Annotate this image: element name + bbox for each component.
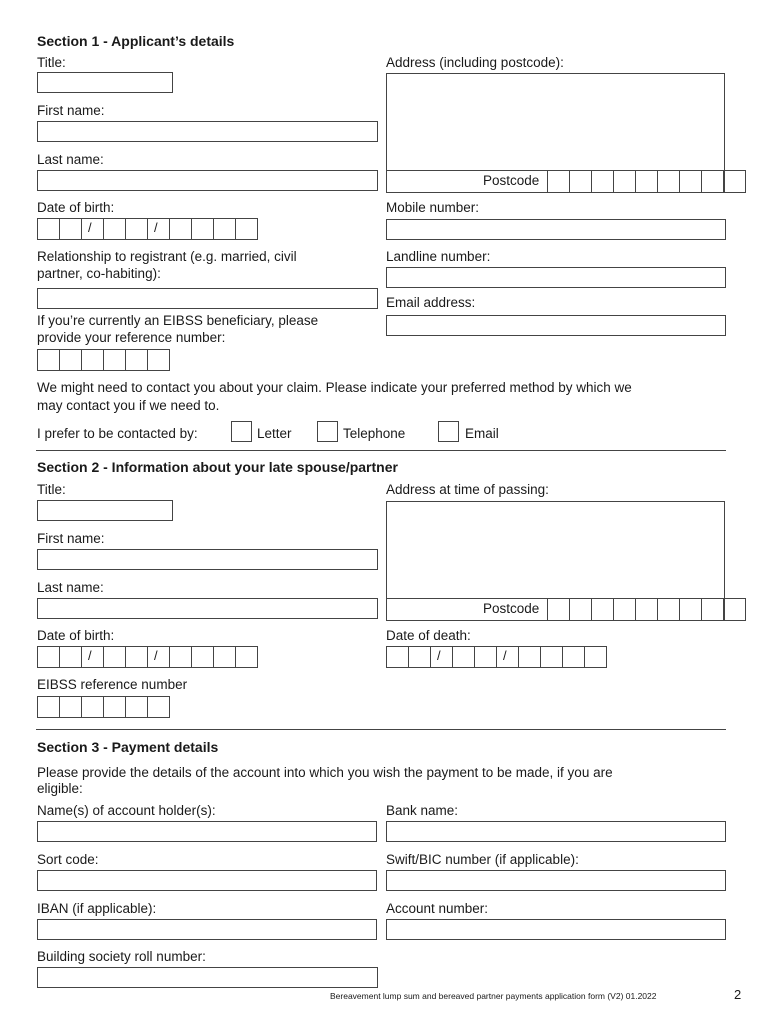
spouse-eibss-ref-input[interactable] (37, 696, 170, 718)
payment-intro-line2: eligible: (37, 781, 83, 796)
letter-checkbox[interactable] (231, 421, 252, 442)
postcode-cell[interactable] (592, 599, 614, 620)
telephone-checkbox[interactable] (317, 421, 338, 442)
postcode-cell[interactable] (724, 171, 746, 192)
date-cell[interactable] (170, 219, 192, 239)
ref-cell[interactable] (126, 697, 148, 717)
date-separator: / (88, 220, 92, 235)
ref-cell[interactable] (38, 697, 60, 717)
date-separator: / (503, 648, 507, 663)
postcode-cell[interactable] (724, 599, 746, 620)
relationship-label-line1: Relationship to registrant (e.g. married, civil (37, 249, 297, 264)
date-cell[interactable] (192, 647, 214, 667)
date-cell[interactable] (236, 647, 258, 667)
spouse-eibss-ref-label: EIBSS reference number (37, 677, 188, 692)
footer-text: Bereavement lump sum and bereaved partner payments application form (V2) 01.2022 (330, 991, 657, 1001)
landline-input[interactable] (386, 267, 726, 288)
dob-input[interactable] (37, 218, 258, 240)
date-cell[interactable] (38, 647, 60, 667)
eibss-reference-input[interactable] (37, 349, 170, 371)
mobile-label: Mobile number: (386, 200, 480, 215)
date-cell[interactable] (431, 647, 453, 667)
account-number-label: Account number: (386, 901, 489, 916)
dod-label: Date of death: (386, 628, 471, 643)
first-name-label: First name: (37, 103, 105, 118)
section1-heading: Section 1 - Applicant’s details (37, 33, 235, 49)
date-separator: / (88, 648, 92, 663)
date-cell[interactable] (541, 647, 563, 667)
date-cell[interactable] (148, 219, 170, 239)
dob-label: Date of birth: (37, 200, 115, 215)
postcode-cell[interactable] (658, 171, 680, 192)
dod-input[interactable] (386, 646, 607, 668)
ref-cell[interactable] (82, 697, 104, 717)
date-separator: / (154, 648, 158, 663)
letter-option-label: Letter (257, 426, 292, 441)
date-cell[interactable] (453, 647, 475, 667)
date-cell[interactable] (104, 647, 126, 667)
page-number: 2 (734, 987, 742, 1002)
sort-code-input[interactable] (37, 870, 377, 891)
ref-cell[interactable] (104, 350, 126, 370)
first-name-input[interactable] (37, 121, 378, 142)
date-cell[interactable] (38, 219, 60, 239)
date-cell[interactable] (475, 647, 497, 667)
date-cell[interactable] (60, 647, 82, 667)
date-cell[interactable] (585, 647, 607, 667)
swift-input[interactable] (386, 870, 726, 891)
date-cell[interactable] (192, 219, 214, 239)
email-checkbox[interactable] (438, 421, 459, 442)
section2-heading: Section 2 - Information about your late spouse/partner (37, 459, 398, 475)
ref-cell[interactable] (60, 350, 82, 370)
spouse-dob-input[interactable] (37, 646, 258, 668)
date-cell[interactable] (148, 647, 170, 667)
date-cell[interactable] (60, 219, 82, 239)
last-name-input[interactable] (37, 170, 378, 191)
postcode-cell[interactable] (548, 599, 570, 620)
spouse-dob-label: Date of birth: (37, 628, 115, 643)
postcode-cell[interactable] (702, 599, 724, 620)
ref-cell[interactable] (60, 697, 82, 717)
date-separator: / (437, 648, 441, 663)
date-cell[interactable] (170, 647, 192, 667)
date-cell[interactable] (387, 647, 409, 667)
postcode-cell[interactable] (636, 599, 658, 620)
bank-name-input[interactable] (386, 821, 726, 842)
iban-label: IBAN (if applicable): (37, 901, 157, 916)
roll-number-input[interactable] (37, 967, 378, 988)
spouse-first-name-input[interactable] (37, 549, 378, 570)
postcode-cell[interactable] (570, 599, 592, 620)
eibss-label-line1: If you’re currently an EIBSS beneficiary, please (37, 313, 319, 328)
spouse-title-input[interactable] (37, 500, 173, 521)
date-cell[interactable] (214, 647, 236, 667)
spouse-address-label: Address at time of passing: (386, 482, 549, 497)
eibss-label-line2: provide your reference number: (37, 330, 226, 345)
date-cell[interactable] (519, 647, 541, 667)
postcode-cell[interactable] (614, 599, 636, 620)
bank-name-label: Bank name: (386, 803, 459, 818)
date-cell[interactable] (563, 647, 585, 667)
spouse-last-name-input[interactable] (37, 598, 378, 619)
ref-cell[interactable] (82, 350, 104, 370)
contact-text-line2: may contact you if we need to. (37, 398, 220, 413)
date-cell[interactable] (82, 647, 104, 667)
spouse-first-name-label: First name: (37, 531, 105, 546)
date-cell[interactable] (497, 647, 519, 667)
iban-input[interactable] (37, 919, 377, 940)
title-input[interactable] (37, 72, 173, 93)
postcode-cell[interactable] (548, 171, 570, 192)
mobile-input[interactable] (386, 219, 726, 240)
email-label: Email address: (386, 295, 476, 310)
section-divider (36, 729, 726, 730)
date-cell[interactable] (409, 647, 431, 667)
email-option-label: Email (465, 426, 499, 441)
account-number-input[interactable] (386, 919, 726, 940)
spouse-title-label: Title: (37, 482, 66, 497)
email-input[interactable] (386, 315, 726, 336)
contact-text-line1: We might need to contact you about your claim. Please indicate your preferred method by which we (37, 380, 632, 395)
date-cell[interactable] (104, 219, 126, 239)
account-holder-label: Name(s) of account holder(s): (37, 803, 216, 818)
postcode-cell[interactable] (658, 599, 680, 620)
last-name-label: Last name: (37, 152, 104, 167)
ref-cell[interactable] (148, 350, 170, 370)
account-holder-input[interactable] (37, 821, 377, 842)
postcode-input[interactable] (547, 170, 746, 193)
postcode-cell[interactable] (680, 599, 702, 620)
ref-cell[interactable] (148, 697, 170, 717)
section3-heading: Section 3 - Payment details (37, 739, 219, 755)
relationship-label-line2: partner, co-habiting): (37, 266, 161, 281)
date-cell[interactable] (126, 219, 148, 239)
sort-code-label: Sort code: (37, 852, 99, 867)
postcode-cell[interactable] (636, 171, 658, 192)
postcode-label: Postcode (483, 173, 540, 188)
date-cell[interactable] (82, 219, 104, 239)
spouse-postcode-input[interactable] (547, 598, 746, 621)
address-label: Address (including postcode): (386, 55, 564, 70)
telephone-option-label: Telephone (343, 426, 406, 441)
payment-intro-line1: Please provide the details of the account into which you wish the payment to be made, if you are (37, 765, 613, 780)
date-cell[interactable] (236, 219, 258, 239)
roll-number-label: Building society roll number: (37, 949, 206, 964)
relationship-input[interactable] (37, 288, 378, 309)
date-cell[interactable] (214, 219, 236, 239)
postcode-cell[interactable] (680, 171, 702, 192)
prefer-label: I prefer to be contacted by: (37, 426, 198, 441)
postcode-cell[interactable] (614, 171, 636, 192)
ref-cell[interactable] (126, 350, 148, 370)
date-separator: / (154, 220, 158, 235)
ref-cell[interactable] (104, 697, 126, 717)
date-cell[interactable] (126, 647, 148, 667)
postcode-cell[interactable] (592, 171, 614, 192)
swift-label: Swift/BIC number (if applicable): (386, 852, 579, 867)
spouse-postcode-label: Postcode (483, 601, 540, 616)
postcode-cell[interactable] (570, 171, 592, 192)
spouse-last-name-label: Last name: (37, 580, 104, 595)
ref-cell[interactable] (38, 350, 60, 370)
title-label: Title: (37, 55, 66, 70)
section-divider (36, 450, 726, 451)
landline-label: Landline number: (386, 249, 491, 264)
postcode-cell[interactable] (702, 171, 724, 192)
